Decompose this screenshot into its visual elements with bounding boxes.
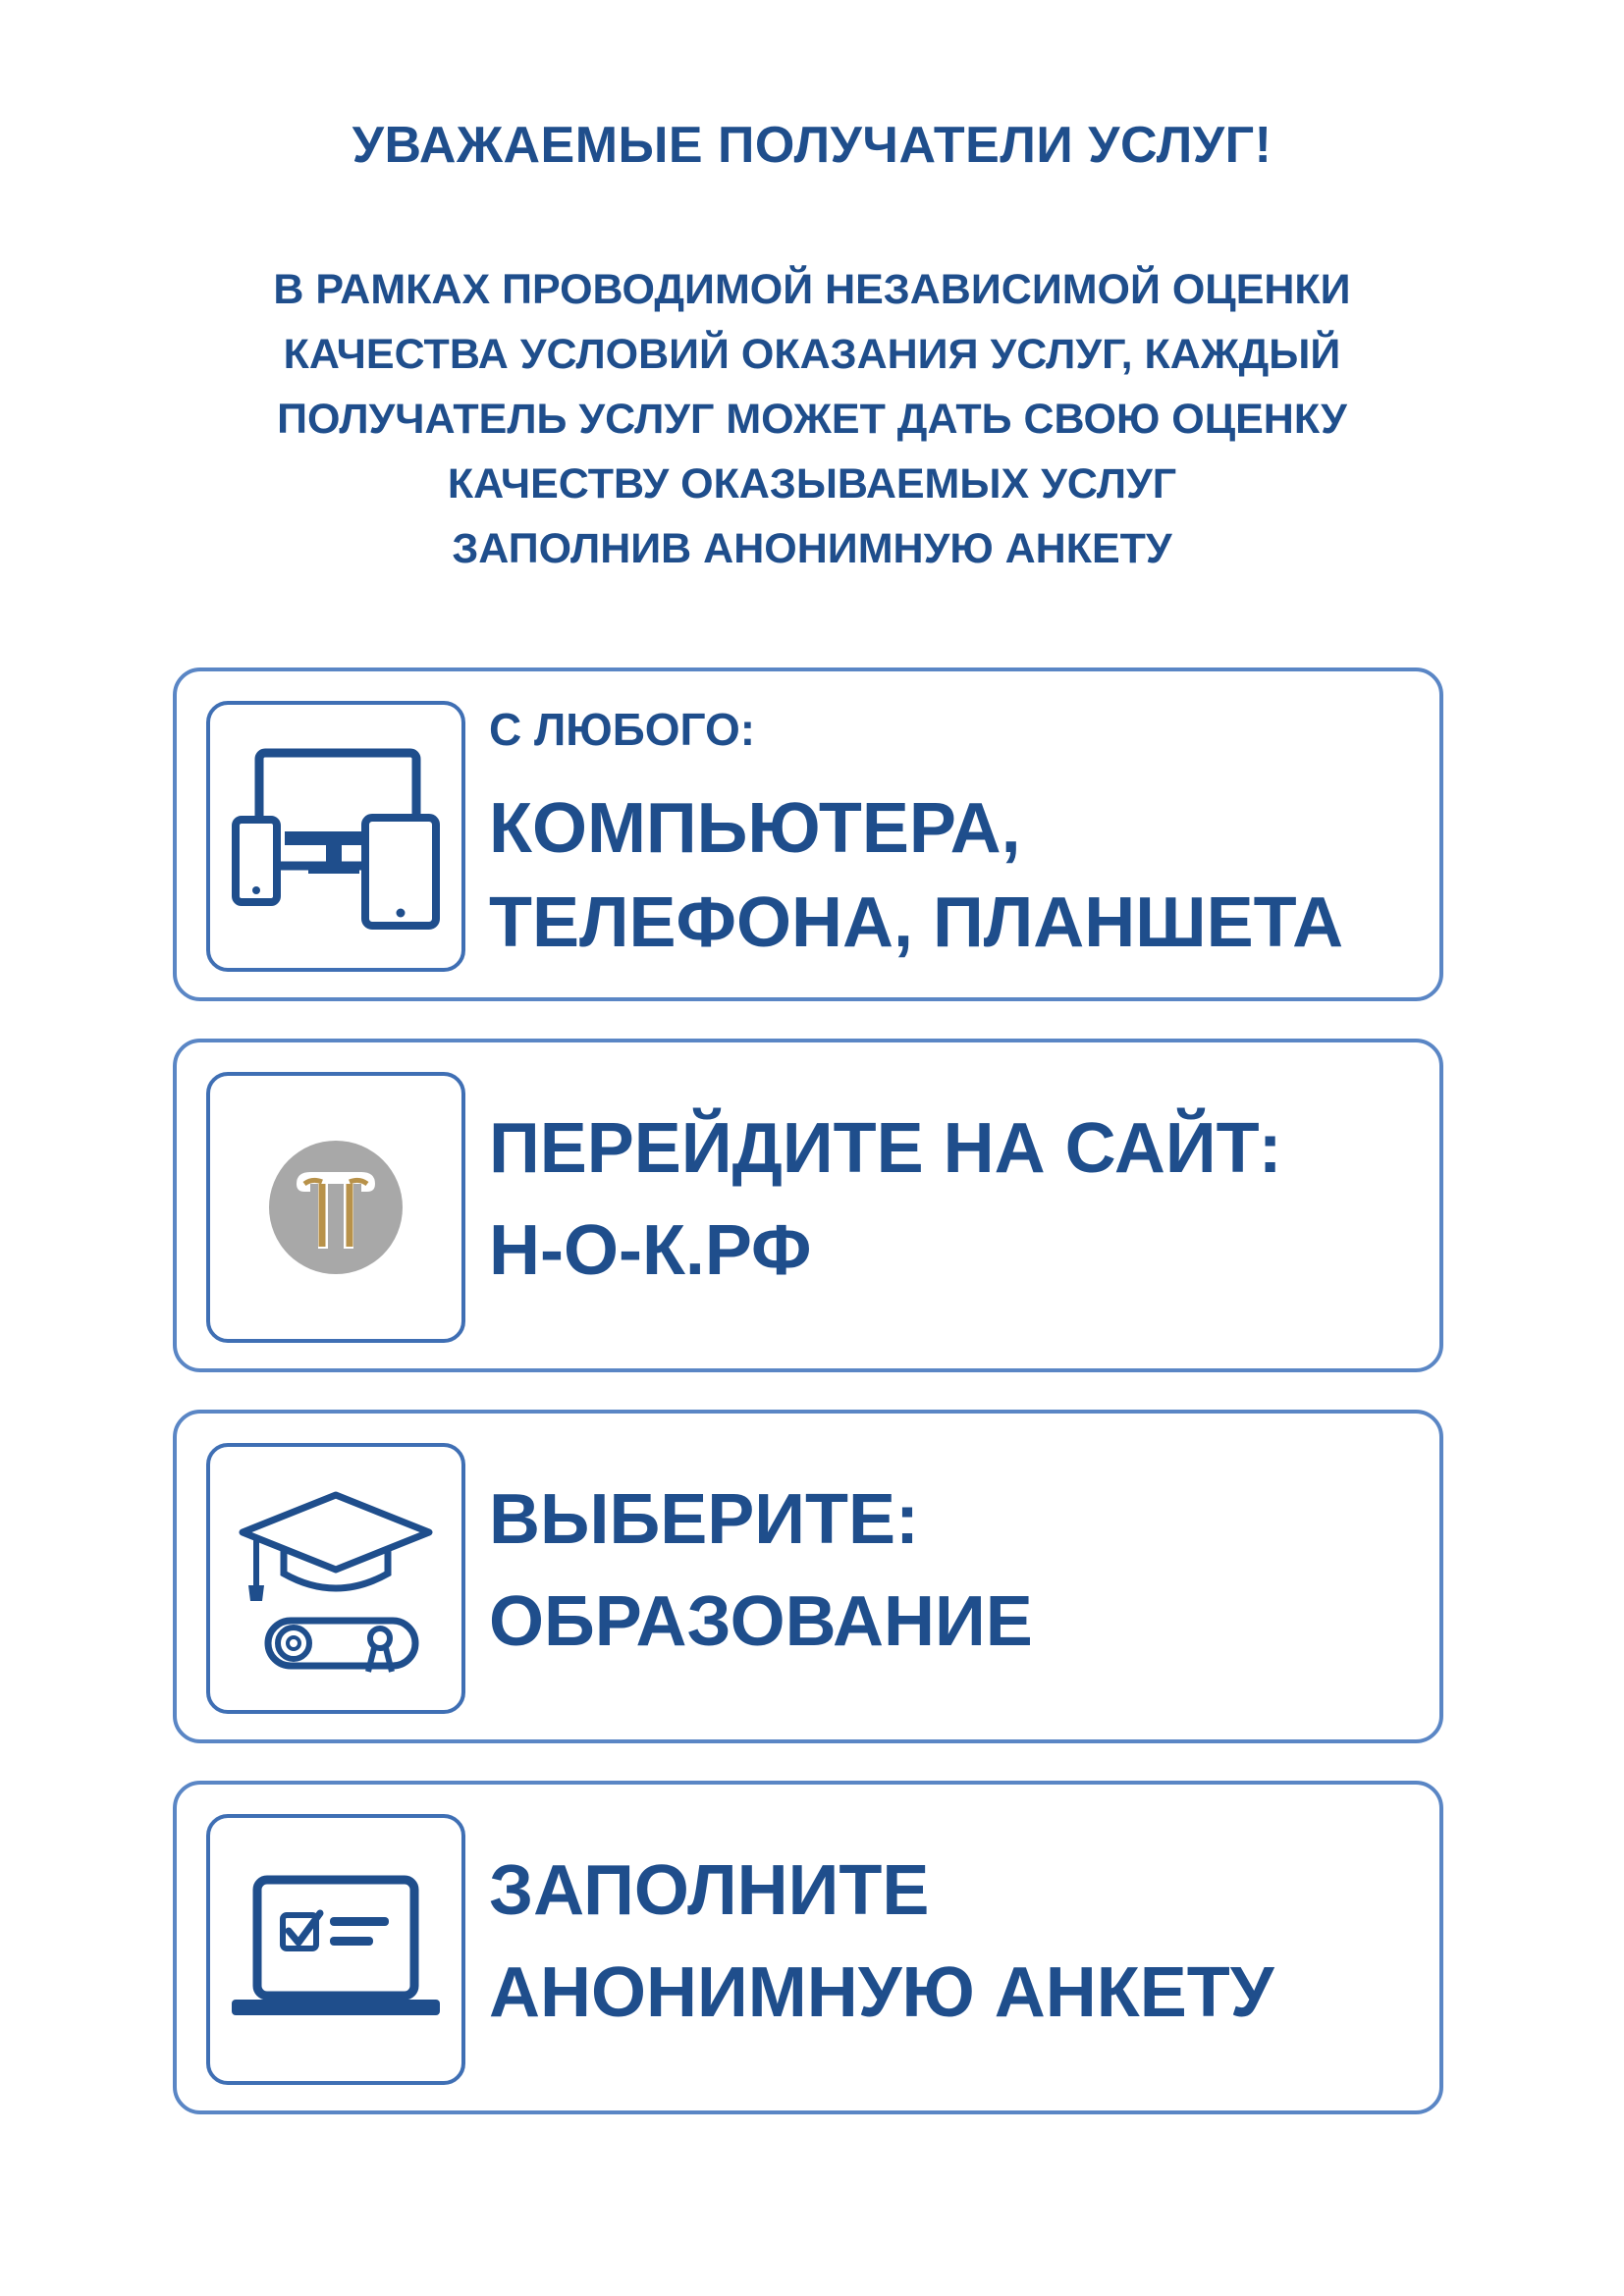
step-line: ТЕЛЕФОНА, ПЛАНШЕТА	[489, 883, 1344, 962]
intro-line: КАЧЕСТВА УСЛОВИЙ ОКАЗАНИЯ УСЛУГ, КАЖДЫЙ	[283, 331, 1341, 378]
step-line: ВЫБЕРИТЕ:	[489, 1480, 920, 1559]
step-line: КОМПЬЮТЕРА,	[489, 789, 1021, 868]
intro-line: В РАМКАХ ПРОВОДИМОЙ НЕЗАВИСИМОЙ ОЦЕНКИ	[273, 266, 1351, 313]
intro-line: ЗАПОЛНИВ АНОНИМНУЮ АНКЕТУ	[452, 525, 1172, 572]
step-line: АНОНИМНУЮ АНКЕТУ	[489, 1953, 1274, 2032]
graduation-cap-icon	[206, 1443, 465, 1714]
page-title: УВАЖАЕМЫЕ ПОЛУЧАТЕЛИ УСЛУГ!	[352, 117, 1272, 174]
step-card-site	[173, 1039, 1443, 1372]
step-line: ЗАПОЛНИТЕ	[489, 1851, 930, 1930]
devices-icon	[206, 701, 465, 972]
intro-text	[0, 257, 1624, 581]
step-card-devices	[173, 667, 1443, 1001]
step-card-form	[173, 1781, 1443, 2114]
step-card-education	[173, 1410, 1443, 1743]
step-line: ОБРАЗОВАНИЕ	[489, 1582, 1033, 1661]
step-site-address[interactable]: Н-О-К.РФ	[489, 1211, 812, 1290]
intro-line: ПОЛУЧАТЕЛЬ УСЛУГ МОЖЕТ ДАТЬ СВОЮ ОЦЕНКУ	[277, 396, 1347, 443]
step-subtitle: С ЛЮБОГО:	[489, 704, 756, 755]
step-line: ПЕРЕЙДИТЕ НА САЙТ:	[489, 1109, 1282, 1188]
intro-line: КАЧЕСТВУ ОКАЗЫВАЕМЫХ УСЛУГ	[447, 460, 1177, 507]
site-logo-icon	[206, 1072, 465, 1343]
laptop-form-icon	[206, 1814, 465, 2085]
